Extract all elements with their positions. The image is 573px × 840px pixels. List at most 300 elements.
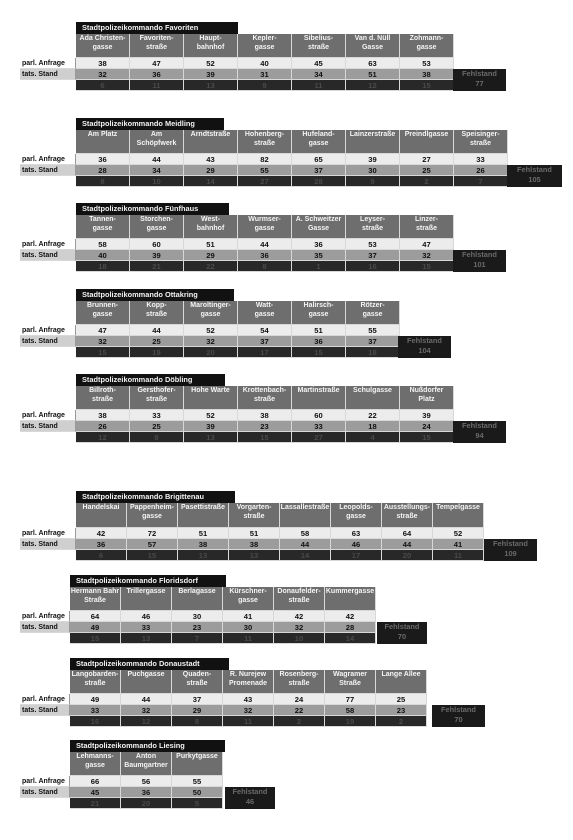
fehlstand-summary xyxy=(398,336,451,358)
street-header: Wagramer Straße xyxy=(325,670,376,694)
street-header: Quaden- straße xyxy=(172,670,223,694)
fehlstand-value: 11 xyxy=(433,550,484,561)
anfrage-value: 36 xyxy=(76,154,130,165)
anfrage-value: 44 xyxy=(130,154,184,165)
anfrage-value: 55 xyxy=(172,776,223,787)
fehlstand-label: Fehlstand xyxy=(441,705,476,714)
stand-value: 35 xyxy=(292,250,346,261)
street-header: Kopp- straße xyxy=(130,301,184,325)
street-header: Kummergasse xyxy=(325,587,376,611)
anfrage-value: 55 xyxy=(346,325,400,336)
street-header: Tannen- gasse xyxy=(76,215,130,239)
anfrage-value: 27 xyxy=(400,154,454,165)
stand-value: 34 xyxy=(130,165,184,176)
fehlstand-total: 70 xyxy=(454,715,463,724)
fehlstand-value: 9 xyxy=(238,80,292,91)
street-header: Gersthofer- straße xyxy=(130,386,184,410)
fehlstand-row xyxy=(20,347,400,358)
fehlstand-value: 2 xyxy=(274,716,325,727)
anfrage-value: 54 xyxy=(238,325,292,336)
fehlstand-value: 15 xyxy=(400,80,454,91)
street-header: Van d. Nüll Gasse xyxy=(346,34,400,58)
anfrage-value: 77 xyxy=(325,694,376,705)
fehlstand-value: 21 xyxy=(70,798,121,809)
street-header: Arndtstraße xyxy=(184,130,238,154)
stand-value: 39 xyxy=(184,421,238,432)
fehlstand-row xyxy=(20,633,376,644)
fehlstand-summary xyxy=(432,705,485,727)
street-header: Rosenberg- straße xyxy=(274,670,325,694)
anfrage-value: 52 xyxy=(433,528,484,539)
fehlstand-value: 19 xyxy=(325,716,376,727)
stand-row xyxy=(20,539,484,550)
district-table xyxy=(20,575,376,644)
header-row xyxy=(20,670,427,694)
anfrage-value: 51 xyxy=(184,239,238,250)
stand-value: 25 xyxy=(130,421,184,432)
fehlstand-value: 17 xyxy=(331,550,382,561)
stand-value: 36 xyxy=(292,336,346,347)
anfrage-value: 44 xyxy=(238,239,292,250)
fehlstand-value: 11 xyxy=(223,633,274,644)
fehlstand-label: Fehlstand xyxy=(384,622,420,631)
anfrage-value: 82 xyxy=(238,154,292,165)
header-row xyxy=(20,301,400,325)
fehlstand-total: 105 xyxy=(528,175,541,184)
stand-value: 32 xyxy=(76,336,130,347)
fehlstand-value: 28 xyxy=(292,176,346,187)
fehlstand-value: 12 xyxy=(76,432,130,443)
street-header: Hufeland- gasse xyxy=(292,130,346,154)
header-row xyxy=(20,386,454,410)
fehlstand-value: 2 xyxy=(376,716,427,727)
anfrage-value: 42 xyxy=(325,611,376,622)
stand-value: 32 xyxy=(223,705,274,716)
fehlstand-value: 15 xyxy=(70,633,121,644)
fehlstand-total: 101 xyxy=(473,260,486,269)
district-table xyxy=(20,491,484,561)
stand-row xyxy=(20,165,508,176)
district-title: Stadtpolizeikommando Meidling xyxy=(76,118,224,130)
anfrage-value: 72 xyxy=(127,528,178,539)
fehlstand-label: Fehlstand xyxy=(462,69,497,78)
street-header: Trillergasse xyxy=(121,587,172,611)
stand-value: 36 xyxy=(121,787,172,798)
street-header: Langobarden- straße xyxy=(70,670,121,694)
row-label: parl. Anfrage xyxy=(20,694,70,705)
stand-value: 37 xyxy=(346,336,400,347)
fehlstand-row xyxy=(20,80,454,91)
fehlstand-row xyxy=(20,550,484,561)
street-header: Martinstraße xyxy=(292,386,346,410)
anfrage-row xyxy=(20,239,454,250)
anfrage-value: 60 xyxy=(292,410,346,421)
anfrage-value: 22 xyxy=(346,410,400,421)
district-title: Stadtpolizeikommando Döbling xyxy=(76,374,225,386)
street-header: Nußdorfer Platz xyxy=(400,386,454,410)
header-row xyxy=(20,215,454,239)
fehlstand-value: 7 xyxy=(454,176,508,187)
street-header: Billroth- straße xyxy=(76,386,130,410)
fehlstand-value: 16 xyxy=(346,261,400,272)
anfrage-value: 24 xyxy=(274,694,325,705)
stand-value: 38 xyxy=(400,69,454,80)
header-corner xyxy=(20,670,70,694)
street-header: Handelskai xyxy=(76,503,127,528)
fehlstand-value: 2 xyxy=(400,176,454,187)
fehlstand-value: 18 xyxy=(76,261,130,272)
stand-value: 37 xyxy=(238,336,292,347)
street-header: Schulgasse xyxy=(346,386,400,410)
anfrage-value: 65 xyxy=(292,154,346,165)
fehlstand-total: 70 xyxy=(397,632,407,641)
anfrage-value: 40 xyxy=(238,58,292,69)
anfrage-value: 47 xyxy=(400,239,454,250)
stand-row xyxy=(20,336,400,347)
fehlstand-value: 4 xyxy=(346,432,400,443)
street-header: Leyser- straße xyxy=(346,215,400,239)
fehlstand-value: 21 xyxy=(130,261,184,272)
fehlstand-value: 18 xyxy=(346,347,400,358)
district-table xyxy=(20,22,454,91)
stand-value: 46 xyxy=(331,539,382,550)
header-corner xyxy=(20,34,76,58)
anfrage-row xyxy=(20,154,508,165)
fehlstand-value: 13 xyxy=(121,633,172,644)
fehlstand-summary xyxy=(453,250,506,272)
row-label-empty xyxy=(20,347,76,358)
anfrage-value: 53 xyxy=(346,239,400,250)
header-row xyxy=(20,752,223,776)
street-header: Sibelius- straße xyxy=(292,34,346,58)
stand-value: 34 xyxy=(292,69,346,80)
stand-value: 28 xyxy=(325,622,376,633)
district-table xyxy=(20,203,454,272)
stand-value: 36 xyxy=(76,539,127,550)
stand-value: 36 xyxy=(238,250,292,261)
fehlstand-value: 19 xyxy=(130,347,184,358)
fehlstand-value: 8 xyxy=(172,716,223,727)
fehlstand-total: 46 xyxy=(245,797,255,806)
anfrage-value: 38 xyxy=(76,58,130,69)
street-header: Krottenbach- straße xyxy=(238,386,292,410)
district-table xyxy=(20,118,508,187)
fehlstand-value: 14 xyxy=(280,550,331,561)
fehlstand-value: 15 xyxy=(127,550,178,561)
stand-value: 29 xyxy=(172,705,223,716)
fehlstand-summary xyxy=(453,421,506,443)
street-header: Storchen- gasse xyxy=(130,215,184,239)
fehlstand-value: 7 xyxy=(172,633,223,644)
stand-value: 41 xyxy=(433,539,484,550)
anfrage-row xyxy=(20,776,223,787)
fehlstand-value: 6 xyxy=(76,80,130,91)
fehlstand-row xyxy=(20,261,454,272)
fehlstand-value: 17 xyxy=(238,347,292,358)
stand-value: 24 xyxy=(400,421,454,432)
street-header: Am Platz xyxy=(76,130,130,154)
row-label: tats. Stand xyxy=(20,421,76,432)
street-header: R. Nurejew Promenade xyxy=(223,670,274,694)
header-row xyxy=(20,587,376,611)
street-header: Favoriten- straße xyxy=(130,34,184,58)
stand-value: 30 xyxy=(223,622,274,633)
anfrage-value: 63 xyxy=(346,58,400,69)
stand-row xyxy=(20,622,376,633)
stand-value: 32 xyxy=(76,69,130,80)
anfrage-value: 33 xyxy=(454,154,508,165)
row-label-empty xyxy=(20,432,76,443)
anfrage-value: 52 xyxy=(184,410,238,421)
fehlstand-row xyxy=(20,432,454,443)
header-corner xyxy=(20,752,70,776)
district-table xyxy=(20,740,223,809)
stand-row xyxy=(20,69,454,80)
fehlstand-value: 15 xyxy=(400,432,454,443)
stand-value: 55 xyxy=(238,165,292,176)
street-header: Kepler- gasse xyxy=(238,34,292,58)
district-table xyxy=(20,289,400,358)
street-header: Maroltinger- gasse xyxy=(184,301,238,325)
street-header: Pasettistraße xyxy=(178,503,229,528)
fehlstand-value: 6 xyxy=(76,550,127,561)
anfrage-value: 52 xyxy=(184,325,238,336)
fehlstand-label: Fehlstand xyxy=(462,250,497,259)
fehlstand-row xyxy=(20,798,223,809)
district-table xyxy=(20,374,454,443)
street-header: Anton Baumgartner xyxy=(121,752,172,776)
street-header: Rötzer- gasse xyxy=(346,301,400,325)
fehlstand-value: 11 xyxy=(223,716,274,727)
row-label-empty xyxy=(20,550,76,561)
stand-value: 32 xyxy=(184,336,238,347)
row-label-empty xyxy=(20,798,70,809)
fehlstand-total: 104 xyxy=(418,346,431,355)
anfrage-value: 39 xyxy=(400,410,454,421)
stand-value: 36 xyxy=(130,69,184,80)
anfrage-value: 38 xyxy=(238,410,292,421)
fehlstand-summary xyxy=(484,539,537,561)
anfrage-value: 66 xyxy=(70,776,121,787)
row-label: tats. Stand xyxy=(20,250,76,261)
fehlstand-total: 77 xyxy=(475,79,484,88)
row-label: parl. Anfrage xyxy=(20,528,76,539)
stand-value: 29 xyxy=(184,250,238,261)
stand-value: 18 xyxy=(346,421,400,432)
header-corner xyxy=(20,386,76,410)
anfrage-value: 42 xyxy=(274,611,325,622)
fehlstand-value: 8 xyxy=(76,176,130,187)
anfrage-value: 63 xyxy=(331,528,382,539)
stand-row xyxy=(20,250,454,261)
stand-value: 25 xyxy=(400,165,454,176)
stand-value: 26 xyxy=(454,165,508,176)
row-label: parl. Anfrage xyxy=(20,58,76,69)
fehlstand-value: 8 xyxy=(238,261,292,272)
fehlstand-label: Fehlstand xyxy=(493,539,528,548)
street-header: Hohenberg- straße xyxy=(238,130,292,154)
header-row xyxy=(20,503,484,528)
fehlstand-value: 10 xyxy=(130,176,184,187)
anfrage-row xyxy=(20,58,454,69)
stand-value: 30 xyxy=(346,165,400,176)
stand-value: 45 xyxy=(70,787,121,798)
anfrage-value: 43 xyxy=(184,154,238,165)
anfrage-value: 33 xyxy=(130,410,184,421)
anfrage-row xyxy=(20,410,454,421)
header-corner xyxy=(20,130,76,154)
street-header: Ausstellungs- straße xyxy=(382,503,433,528)
stand-value: 31 xyxy=(238,69,292,80)
fehlstand-value: 22 xyxy=(184,261,238,272)
row-label-empty xyxy=(20,261,76,272)
stand-row xyxy=(20,705,427,716)
street-header: Purkytgasse xyxy=(172,752,223,776)
stand-value: 44 xyxy=(382,539,433,550)
anfrage-value: 58 xyxy=(76,239,130,250)
row-label: parl. Anfrage xyxy=(20,239,76,250)
fehlstand-value: 12 xyxy=(121,716,172,727)
street-header: Hermann Bahr Straße xyxy=(70,587,121,611)
fehlstand-value: 15 xyxy=(238,432,292,443)
anfrage-row xyxy=(20,528,484,539)
anfrage-value: 64 xyxy=(70,611,121,622)
street-header: Vorgarten- straße xyxy=(229,503,280,528)
fehlstand-value: 20 xyxy=(121,798,172,809)
anfrage-row xyxy=(20,694,427,705)
anfrage-value: 51 xyxy=(178,528,229,539)
street-header: Hohe Warte xyxy=(184,386,238,410)
street-header: Watt- gasse xyxy=(238,301,292,325)
district-title: Stadtpolizeikommando Fünfhaus xyxy=(76,203,229,215)
fehlstand-label: Fehlstand xyxy=(462,421,497,430)
row-label: tats. Stand xyxy=(20,336,76,347)
fehlstand-value: 10 xyxy=(274,633,325,644)
header-row xyxy=(20,34,454,58)
street-header: Speisinger- straße xyxy=(454,130,508,154)
street-header: Kürschner- gasse xyxy=(223,587,274,611)
stand-value: 38 xyxy=(178,539,229,550)
stand-value: 58 xyxy=(325,705,376,716)
stand-value: 23 xyxy=(238,421,292,432)
row-label-empty xyxy=(20,176,76,187)
header-corner xyxy=(20,503,76,528)
stand-value: 57 xyxy=(127,539,178,550)
stand-value: 33 xyxy=(292,421,346,432)
street-header: West- bahnhof xyxy=(184,215,238,239)
fehlstand-value: 13 xyxy=(178,550,229,561)
fehlstand-value: 1 xyxy=(292,261,346,272)
street-header: Wurmser- gasse xyxy=(238,215,292,239)
anfrage-value: 47 xyxy=(76,325,130,336)
anfrage-value: 52 xyxy=(184,58,238,69)
street-header: Am Schöpfwerk xyxy=(130,130,184,154)
street-header: Lainzerstraße xyxy=(346,130,400,154)
stand-value: 29 xyxy=(184,165,238,176)
stand-value: 51 xyxy=(346,69,400,80)
stand-value: 32 xyxy=(400,250,454,261)
anfrage-value: 36 xyxy=(292,239,346,250)
street-header: Donaufelder- straße xyxy=(274,587,325,611)
district-title: Stadtpolizeikommando Liesing xyxy=(70,740,225,752)
fehlstand-value: 15 xyxy=(400,261,454,272)
fehlstand-value: 20 xyxy=(184,347,238,358)
street-header: Leopolds- gasse xyxy=(331,503,382,528)
stand-value: 37 xyxy=(292,165,346,176)
fehlstand-value: 27 xyxy=(238,176,292,187)
anfrage-value: 56 xyxy=(121,776,172,787)
fehlstand-value: 13 xyxy=(184,80,238,91)
anfrage-value: 43 xyxy=(223,694,274,705)
fehlstand-value: 20 xyxy=(382,550,433,561)
anfrage-value: 45 xyxy=(292,58,346,69)
fehlstand-value: 12 xyxy=(346,80,400,91)
stand-value: 28 xyxy=(76,165,130,176)
district-title: Stadtpolizeikommando Floridsdorf xyxy=(70,575,226,587)
anfrage-value: 37 xyxy=(172,694,223,705)
row-label: parl. Anfrage xyxy=(20,611,70,622)
street-header: Tempelgasse xyxy=(433,503,484,528)
stand-value: 38 xyxy=(229,539,280,550)
row-label: parl. Anfrage xyxy=(20,325,76,336)
row-label: tats. Stand xyxy=(20,69,76,80)
anfrage-value: 44 xyxy=(121,694,172,705)
stand-value: 32 xyxy=(121,705,172,716)
street-header: Lange Allee xyxy=(376,670,427,694)
row-label: parl. Anfrage xyxy=(20,776,70,787)
district-table xyxy=(20,658,427,727)
fehlstand-value: 15 xyxy=(76,347,130,358)
fehlstand-value: 16 xyxy=(70,716,121,727)
fehlstand-value: 15 xyxy=(292,347,346,358)
street-header: Linzer- straße xyxy=(400,215,454,239)
anfrage-value: 51 xyxy=(292,325,346,336)
street-header: A. Schweitzer Gasse xyxy=(292,215,346,239)
stand-value: 23 xyxy=(172,622,223,633)
anfrage-value: 30 xyxy=(172,611,223,622)
fehlstand-value: 13 xyxy=(184,432,238,443)
street-header: Pappenheim- gasse xyxy=(127,503,178,528)
anfrage-value: 49 xyxy=(70,694,121,705)
anfrage-value: 64 xyxy=(382,528,433,539)
stand-value: 40 xyxy=(76,250,130,261)
stand-value: 32 xyxy=(274,622,325,633)
fehlstand-label: Fehlstand xyxy=(407,336,442,345)
fehlstand-value: 14 xyxy=(325,633,376,644)
anfrage-value: 25 xyxy=(376,694,427,705)
fehlstand-value: 9 xyxy=(346,176,400,187)
fehlstand-value: 27 xyxy=(292,432,346,443)
district-title: Stadtpolizeikommando Ottakring xyxy=(76,289,234,301)
fehlstand-summary xyxy=(225,787,275,809)
street-header: Berlagasse xyxy=(172,587,223,611)
anfrage-value: 47 xyxy=(130,58,184,69)
stand-value: 49 xyxy=(70,622,121,633)
stand-value: 39 xyxy=(130,250,184,261)
stand-value: 39 xyxy=(184,69,238,80)
fehlstand-summary xyxy=(507,165,562,187)
row-label: tats. Stand xyxy=(20,787,70,798)
header-corner xyxy=(20,215,76,239)
header-corner xyxy=(20,587,70,611)
fehlstand-label: Fehlstand xyxy=(517,165,552,174)
stand-value: 37 xyxy=(346,250,400,261)
street-header: Haupt- bahnhof xyxy=(184,34,238,58)
fehlstand-value: 5 xyxy=(172,798,223,809)
fehlstand-value: 13 xyxy=(229,550,280,561)
anfrage-value: 60 xyxy=(130,239,184,250)
header-corner xyxy=(20,301,76,325)
